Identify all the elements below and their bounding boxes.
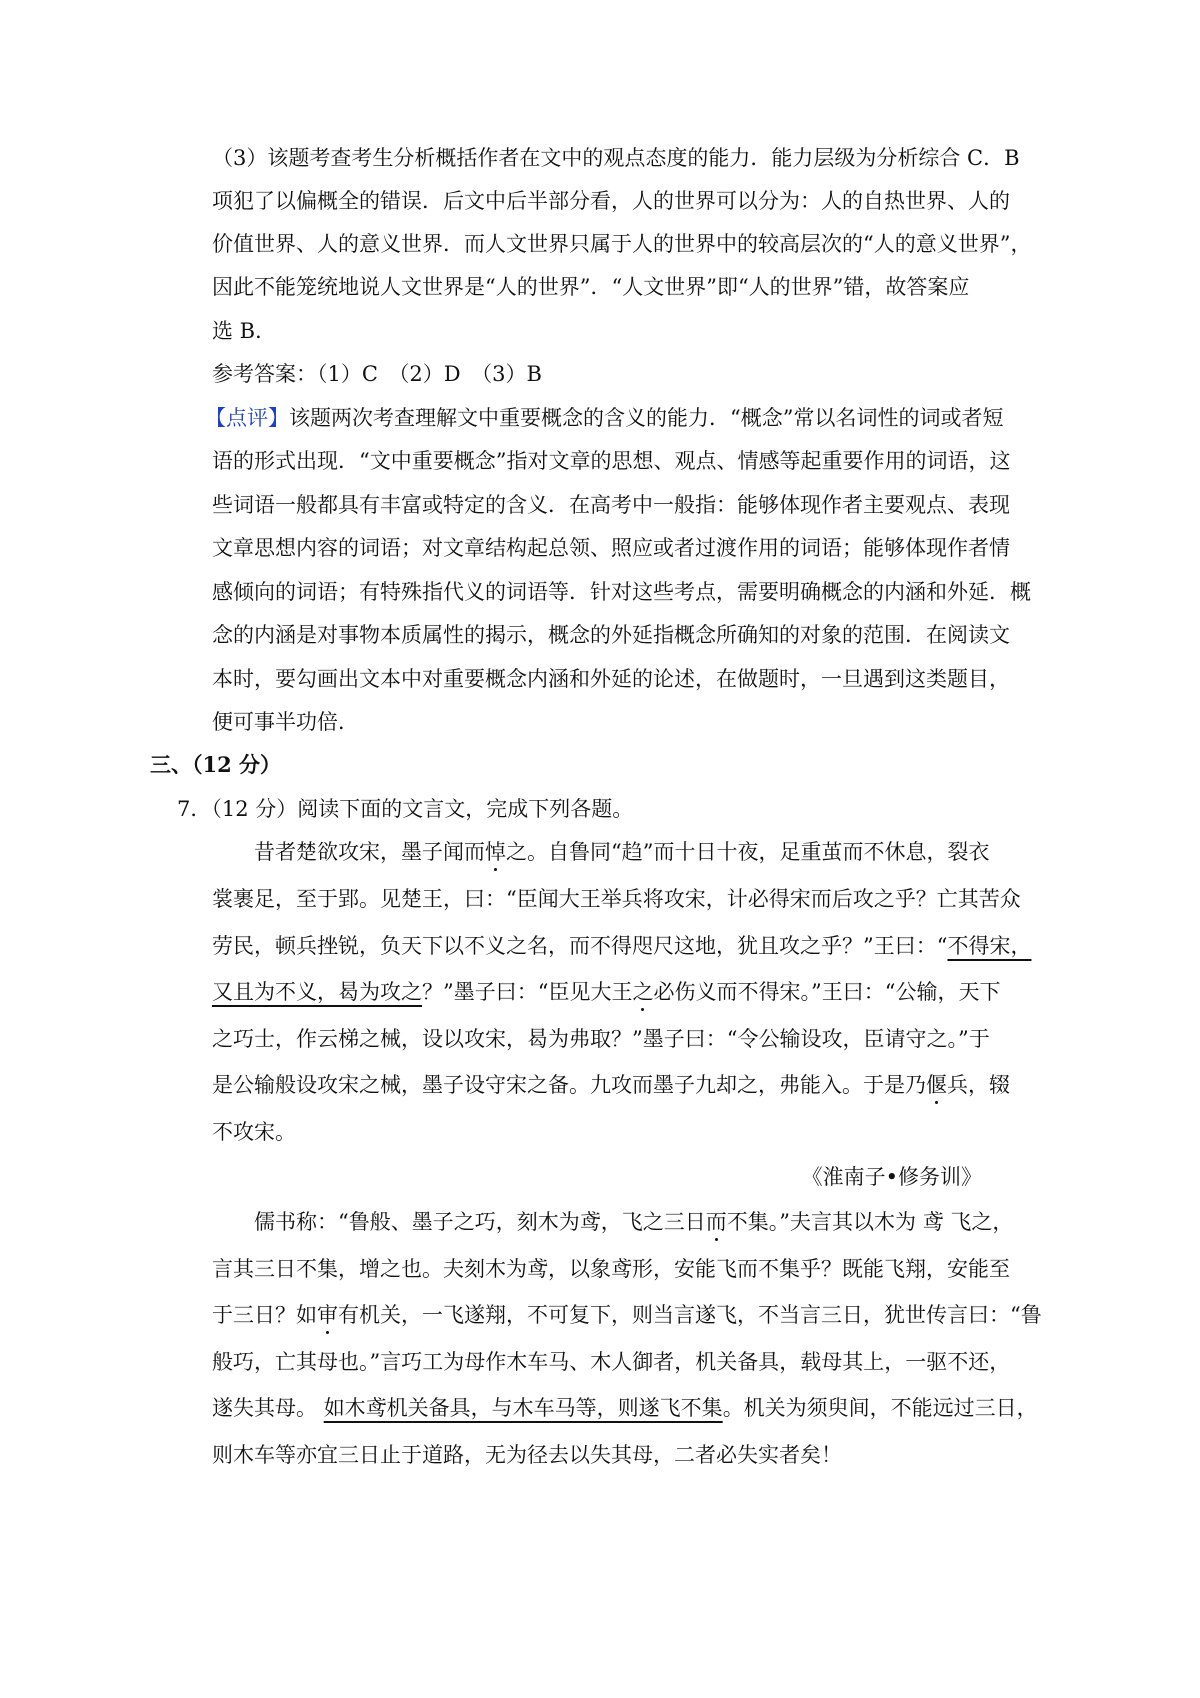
dotted-char: 悼: [485, 840, 506, 864]
comment-text: 该题两次考查理解文中重要概念的含义的能力．“概念”常以名词性的词或者短: [289, 406, 1004, 430]
dotted-char: 审: [317, 1303, 338, 1327]
passage1-line-4: 又且为不义，曷为攻之？”墨子曰：“臣见大王之必伤义而不得宋。”王曰：“公输，天下: [212, 980, 1001, 1004]
passage2-line-2: 言其三日不集，增之也。夫刻木为鸢，以象鸢形，安能飞而不集乎？既能飞翔，安能至: [212, 1257, 1010, 1281]
underlined-sentence: 又且为不义，曷为攻之: [212, 980, 422, 1004]
comment-line-8: 便可事半功倍．: [212, 710, 359, 734]
passage1-line-5: 之巧士，作云梯之械，设以攻宋，曷为弗取？”墨子曰：“令公输设攻，臣请守之。”于: [212, 1027, 990, 1051]
reference-answers: [212, 359, 542, 389]
passage1-source: 《淮南子•修务训》: [801, 1165, 982, 1189]
passage2-line-1: 儒书称：“鲁般、墨子之巧，刻木为鸢，飞之三日而不集。”夫言其以木为 鸢 飞之，: [254, 1210, 1014, 1234]
comment-line-5: 感倾向的词语；有特殊指代义的词语等．针对这些考点，需要明确概念的内涵和外延．概: [212, 580, 1031, 604]
analysis-line-4: 因此不能笼统地说人文世界是“人的世界”．“人文世界”即“人的世界”错，故答案应: [212, 275, 970, 299]
dotted-char: 偃: [926, 1073, 947, 1097]
passage1-line-1: 昔者楚欲攻宋，墨子闻而悼之。自鲁同“趋”而十日十夜，足重茧而不休息，裂衣: [254, 840, 990, 864]
passage1-line-7: 不攻宋。: [212, 1120, 296, 1144]
underlined-sentence: 如木鸢机关备具，与木车马等，则遂飞不集: [323, 1396, 723, 1420]
passage1-line-6: 是公输般设攻宋之械，墨子设守宋之备。九攻而墨子九却之，弗能入。于是乃偃兵，辍: [212, 1073, 1010, 1097]
comment-line-4: 文章思想内容的词语；对文章结构起总领、照应或者过渡作用的词语；能够体现作者情: [212, 536, 1010, 560]
passage2-line-5: 遂失其母。 如木鸢机关备具，与木车马等，则遂飞不集。机关为须臾间，不能远过三日，: [212, 1396, 1038, 1420]
comment-line-1: [205, 403, 1003, 433]
comment-line-2: 语的形式出现．“文中重要概念”指对文章的思想、观点、情感等起重要作用的词语，这: [212, 449, 1011, 473]
dotted-char: 而: [705, 1210, 727, 1234]
question-7-stem: 7．（12 分）阅读下面的文言文，完成下列各题。: [177, 797, 634, 821]
underlined-sentence: 不得宋，: [947, 934, 1032, 958]
comment-line-3: 些词语一般都具有丰富或特定的含义．在高考中一般指：能够体现作者主要观点、表现: [212, 493, 1010, 517]
passage2-line-4: 般巧，亡其母也。”言巧工为母作木车马、木人御者，机关备具，载母其上，一驱不还，: [212, 1350, 1011, 1374]
passage1-line-3: 劳民，顿兵挫锐，负天下以不义之名，而不得咫尺这地，犹且攻之乎？”王曰：“不得宋，: [212, 934, 1032, 958]
answer-values: （1）C （2）D （3）B: [317, 362, 542, 386]
passage2-line-6: 则木车等亦宜三日止于道路，无为径去以失其母，二者必失实者矣！: [212, 1443, 842, 1467]
comment-line-6: 念的内涵是对事物本质属性的揭示，概念的外延指概念所确知的对象的范围．在阅读文: [212, 623, 1010, 647]
analysis-line-3: 价值世界、人的意义世界．而人文世界只属于人的世界中的较高层次的“人的意义世界”，: [212, 232, 1032, 256]
passage2-line-3: 于三日？如审有机关，一飞遂翔，不可复下，则当言遂飞，不当言三日，犹世传言曰：“鲁: [212, 1303, 1042, 1327]
analysis-line-2: 项犯了以偏概全的错误．后文中后半部分看，人的世界可以分为：人的自热世界、人的: [212, 189, 1010, 213]
dotted-char: 之: [632, 980, 654, 1004]
answer-label: 参考答案：: [212, 362, 317, 386]
comment-tag: 【点评】: [205, 406, 289, 430]
analysis-line-5: 选 B．: [212, 319, 277, 343]
analysis-line-1: （3）该题考查考生分析概括作者在文中的观点态度的能力．能力层级为分析综合 C．B: [212, 146, 1020, 170]
passage1-line-2: 裳裹足，至于郢。见楚王，曰：“臣闻大王举兵将攻宋，计必得宋而后攻之乎？亡其苦众: [212, 887, 1021, 911]
section-heading: 三、（12 分）: [150, 752, 282, 777]
comment-line-7: 本时，要勾画出文本中对重要概念内涵和外延的论述，在做题时，一旦遇到这类题目，: [212, 667, 1010, 691]
